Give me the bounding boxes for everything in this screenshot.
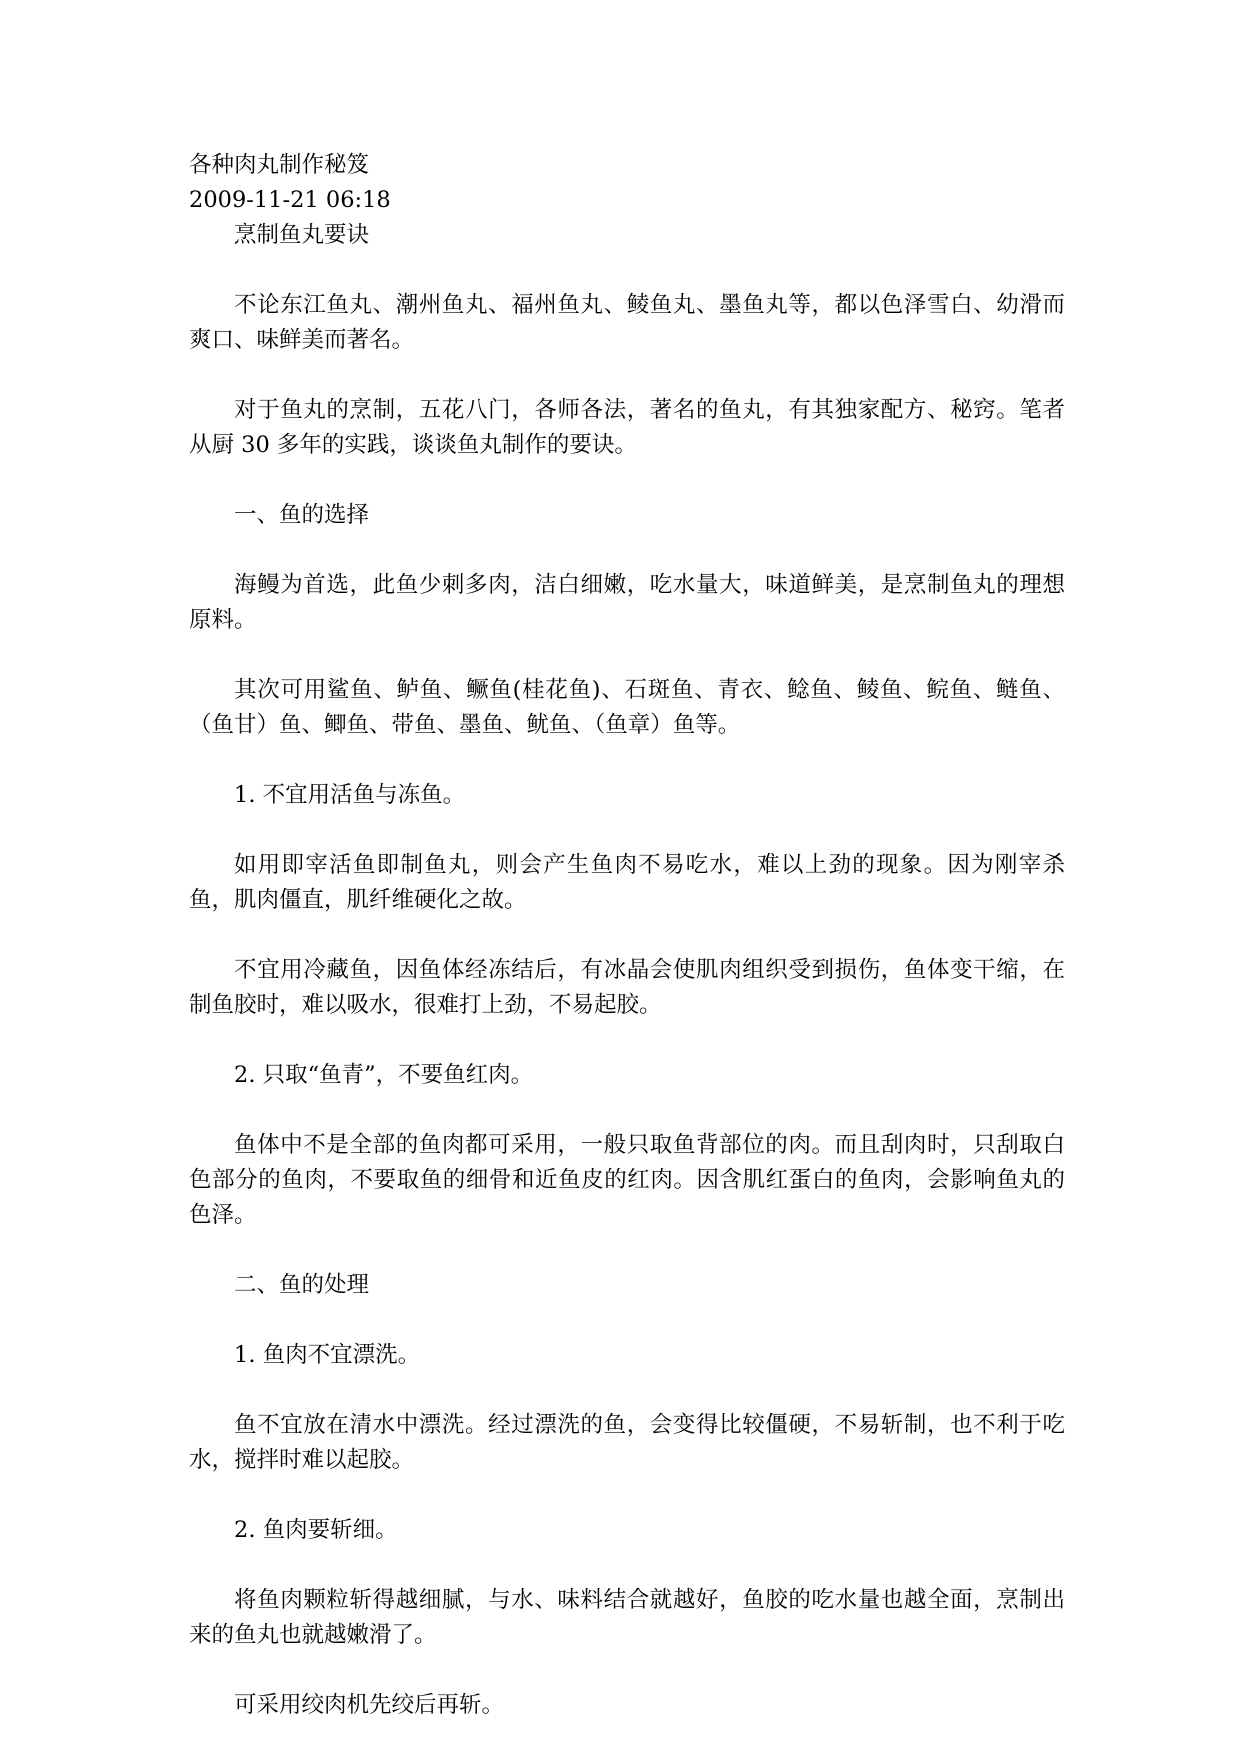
- paragraph: 鱼不宜放在清水中漂洗。经过漂洗的鱼，会变得比较僵硬，不易斩制，也不利于吃水，搅拌时难以起胶。: [189, 1412, 1065, 1473]
- paragraph: 鱼体中不是全部的鱼肉都可采用，一般只取鱼背部位的肉。而且刮肉时，只刮取白色部分的鱼肉，不要取鱼的细骨和近鱼皮的红肉。因含肌红蛋白的鱼肉，会影响鱼丸的色泽。: [189, 1132, 1065, 1228]
- section-heading: 二、鱼的处理: [234, 1272, 370, 1298]
- paragraph: 可采用绞肉机先绞后再斩。: [234, 1692, 505, 1718]
- paragraph: 海鳗为首选，此鱼少刺多肉，洁白细嫩，吃水量大，味道鲜美，是烹制鱼丸的理想原料。: [189, 572, 1065, 633]
- section-heading: 一、鱼的选择: [234, 502, 370, 528]
- paragraph: 不论东江鱼丸、潮州鱼丸、福州鱼丸、鲮鱼丸、墨鱼丸等，都以色泽雪白、幼滑而爽口、味鲜美而著名。: [189, 292, 1065, 353]
- document-body: [189, 148, 1065, 1723]
- paragraph: 对于鱼丸的烹制，五花八门，各师各法，著名的鱼丸，有其独家配方、秘窍。笔者从厨 30 多年的实践，谈谈鱼丸制作的要诀。: [189, 397, 1065, 458]
- paragraph: 其次可用鲨鱼、鲈鱼、鳜鱼(桂花鱼)、石斑鱼、青衣、鲶鱼、鲮鱼、鲩鱼、鲢鱼、（鱼甘）鱼、鲫鱼、带鱼、墨鱼、鱿鱼、（鱼章）鱼等。: [189, 677, 1065, 738]
- section-subtitle: 烹制鱼丸要诀: [234, 222, 370, 248]
- sub-heading: 1. 鱼肉不宜漂洗。: [234, 1342, 421, 1368]
- sub-heading: 2. 鱼肉要斩细。: [234, 1517, 398, 1543]
- sub-heading: 2. 只取“鱼青”，不要鱼红肉。: [234, 1062, 534, 1088]
- paragraph: 如用即宰活鱼即制鱼丸，则会产生鱼肉不易吃水，难以上劲的现象。因为刚宰杀鱼，肌肉僵直，肌纤维硬化之故。: [189, 852, 1065, 913]
- document-date: 2009-11-21 06:18: [189, 187, 391, 213]
- paragraph: 将鱼肉颗粒斩得越细腻，与水、味料结合就越好，鱼胶的吃水量也越全面，烹制出来的鱼丸也就越嫩滑了。: [189, 1587, 1065, 1648]
- paragraph: 不宜用冷藏鱼，因鱼体经冻结后，有冰晶会使肌肉组织受到损伤，鱼体变干缩，在制鱼胶时，难以吸水，很难打上劲，不易起胶。: [189, 957, 1065, 1018]
- document-title: 各种肉丸制作秘笈: [189, 152, 370, 178]
- sub-heading: 1. 不宜用活鱼与冻鱼。: [234, 782, 466, 808]
